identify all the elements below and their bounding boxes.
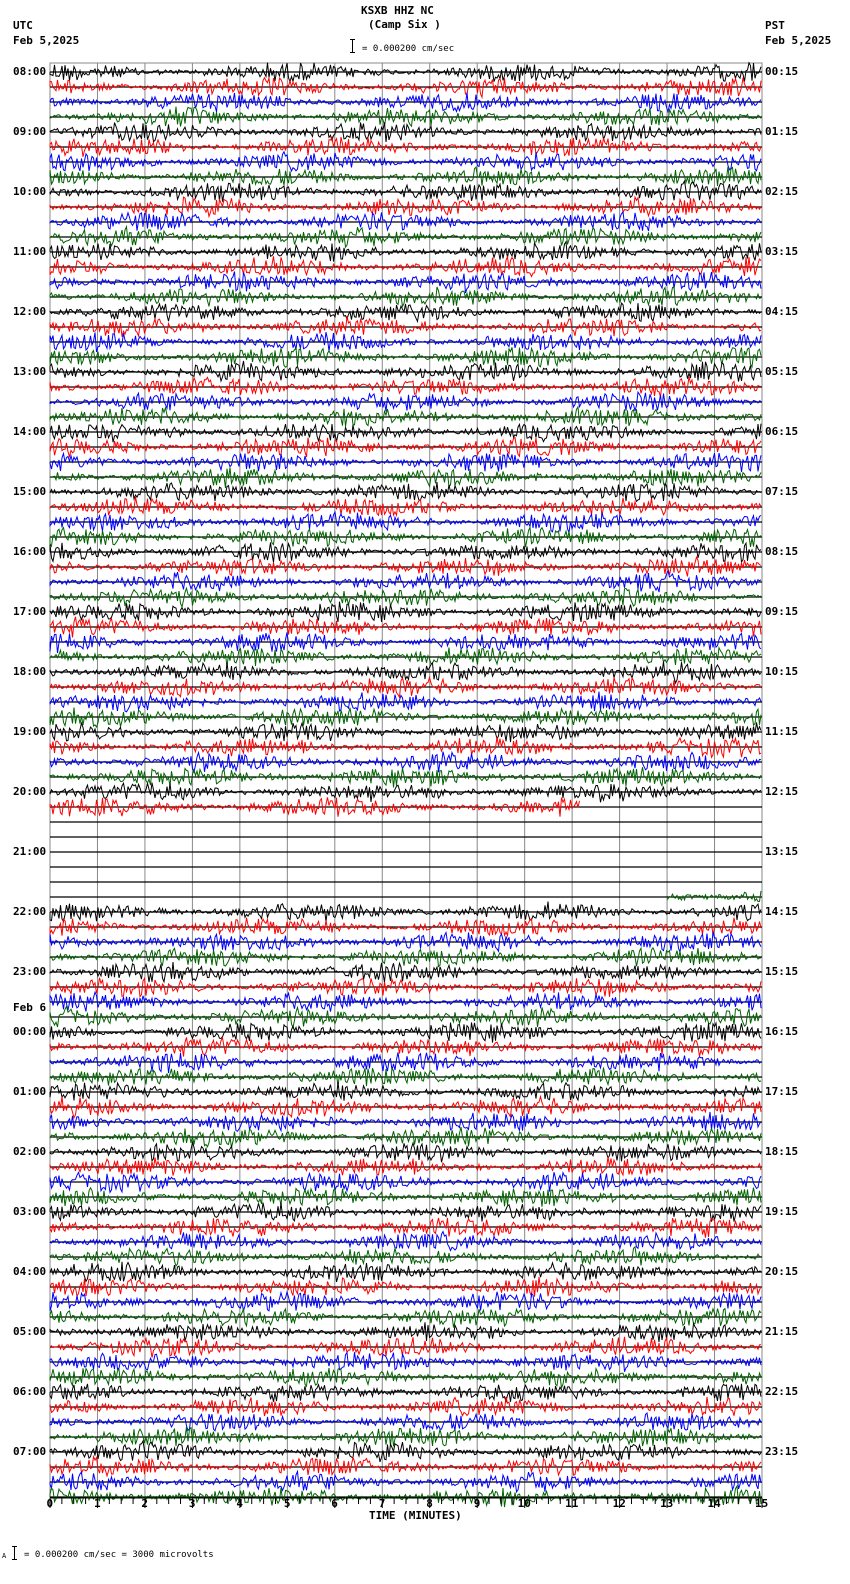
- pst-hour-label: 14:15: [765, 905, 799, 918]
- x-tick-label: 15: [755, 1497, 769, 1510]
- utc-hour-label: 18:00: [13, 665, 47, 678]
- x-tick-label: 6: [331, 1497, 338, 1510]
- x-tick-label: 7: [378, 1497, 386, 1510]
- utc-hour-label: 00:00: [13, 1025, 47, 1038]
- pst-hour-label: 01:15: [765, 125, 799, 138]
- date-change-label: Feb 6: [13, 1001, 47, 1014]
- utc-hour-label: 14:00: [13, 425, 47, 438]
- utc-hour-label: 22:00: [13, 905, 47, 918]
- utc-hour-label: 17:00: [13, 605, 47, 618]
- x-tick-label: 0: [46, 1497, 54, 1510]
- pst-hour-label: 03:15: [765, 245, 799, 258]
- pst-hour-label: 19:15: [765, 1205, 799, 1218]
- pst-hour-label: 21:15: [765, 1325, 799, 1338]
- station-title: KSXB HHZ NC: [361, 4, 434, 17]
- pst-hour-label: 07:15: [765, 485, 799, 498]
- pst-hour-label: 10:15: [765, 665, 799, 678]
- x-tick-label: 12: [612, 1497, 626, 1510]
- pst-hour-label: 12:15: [765, 785, 799, 798]
- pst-hour-label: 13:15: [765, 845, 799, 858]
- left-timezone: UTC: [13, 19, 33, 32]
- pst-hour-label: 17:15: [765, 1085, 799, 1098]
- right-timezone: PST: [765, 19, 785, 32]
- pst-hour-label: 00:15: [765, 65, 799, 78]
- pst-hour-label: 18:15: [765, 1145, 799, 1158]
- pst-hour-label: 23:15: [765, 1445, 799, 1458]
- left-date: Feb 5,2025: [13, 34, 80, 47]
- pst-hour-label: 09:15: [765, 605, 799, 618]
- x-tick-label: 8: [426, 1497, 433, 1510]
- scale-text: = 0.000200 cm/sec: [362, 44, 455, 54]
- utc-hour-label: 09:00: [13, 125, 47, 138]
- pst-hour-label: 15:15: [765, 965, 799, 978]
- pst-hour-label: 02:15: [765, 185, 799, 198]
- pst-hour-label: 06:15: [765, 425, 799, 438]
- x-tick-label: 11: [565, 1497, 579, 1510]
- x-tick-label: 3: [188, 1497, 196, 1510]
- utc-hour-label: 05:00: [13, 1325, 47, 1338]
- footer-scale-bar-icon: [14, 1546, 15, 1560]
- pst-hour-label: 22:15: [765, 1385, 799, 1398]
- pst-hour-label: 20:15: [765, 1265, 799, 1278]
- utc-hour-label: 16:00: [13, 545, 47, 558]
- utc-hour-label: 10:00: [13, 185, 47, 198]
- utc-hour-label: 06:00: [13, 1385, 47, 1398]
- utc-hour-label: 23:00: [13, 965, 47, 978]
- utc-hour-label: 08:00: [13, 65, 47, 78]
- utc-hour-label: 13:00: [13, 365, 47, 378]
- x-tick-label: 14: [707, 1497, 721, 1510]
- pst-hour-label: 16:15: [765, 1025, 799, 1038]
- pst-hour-label: 08:15: [765, 545, 799, 558]
- utc-hour-label: 11:00: [13, 245, 47, 258]
- footer-scale-prefix: A: [2, 1552, 7, 1560]
- utc-hour-label: 21:00: [13, 845, 47, 858]
- x-tick-label: 2: [141, 1497, 149, 1510]
- utc-hour-label: 02:00: [13, 1145, 47, 1158]
- utc-hour-label: 15:00: [13, 485, 47, 498]
- x-tick-label: 1: [93, 1497, 101, 1510]
- utc-hour-label: 01:00: [13, 1085, 47, 1098]
- x-tick-label: 13: [660, 1497, 674, 1510]
- utc-hour-label: 07:00: [13, 1445, 47, 1458]
- x-tick-label: 5: [283, 1497, 291, 1510]
- utc-hour-label: 04:00: [13, 1265, 47, 1278]
- utc-hour-label: 19:00: [13, 725, 47, 738]
- footer-scale-text: = 0.000200 cm/sec = 3000 microvolts: [24, 1550, 214, 1560]
- station-location: (Camp Six ): [368, 18, 441, 31]
- pst-hour-label: 04:15: [765, 305, 799, 318]
- x-axis-label: TIME (MINUTES): [369, 1509, 462, 1522]
- utc-hour-label: 20:00: [13, 785, 47, 798]
- right-date: Feb 5,2025: [765, 34, 832, 47]
- x-tick-label: 10: [517, 1497, 531, 1510]
- utc-hour-label: 03:00: [13, 1205, 47, 1218]
- x-tick-label: 9: [473, 1497, 481, 1510]
- pst-hour-label: 11:15: [765, 725, 799, 738]
- utc-hour-label: 12:00: [13, 305, 47, 318]
- x-tick-label: 4: [236, 1497, 243, 1510]
- pst-hour-label: 05:15: [765, 365, 799, 378]
